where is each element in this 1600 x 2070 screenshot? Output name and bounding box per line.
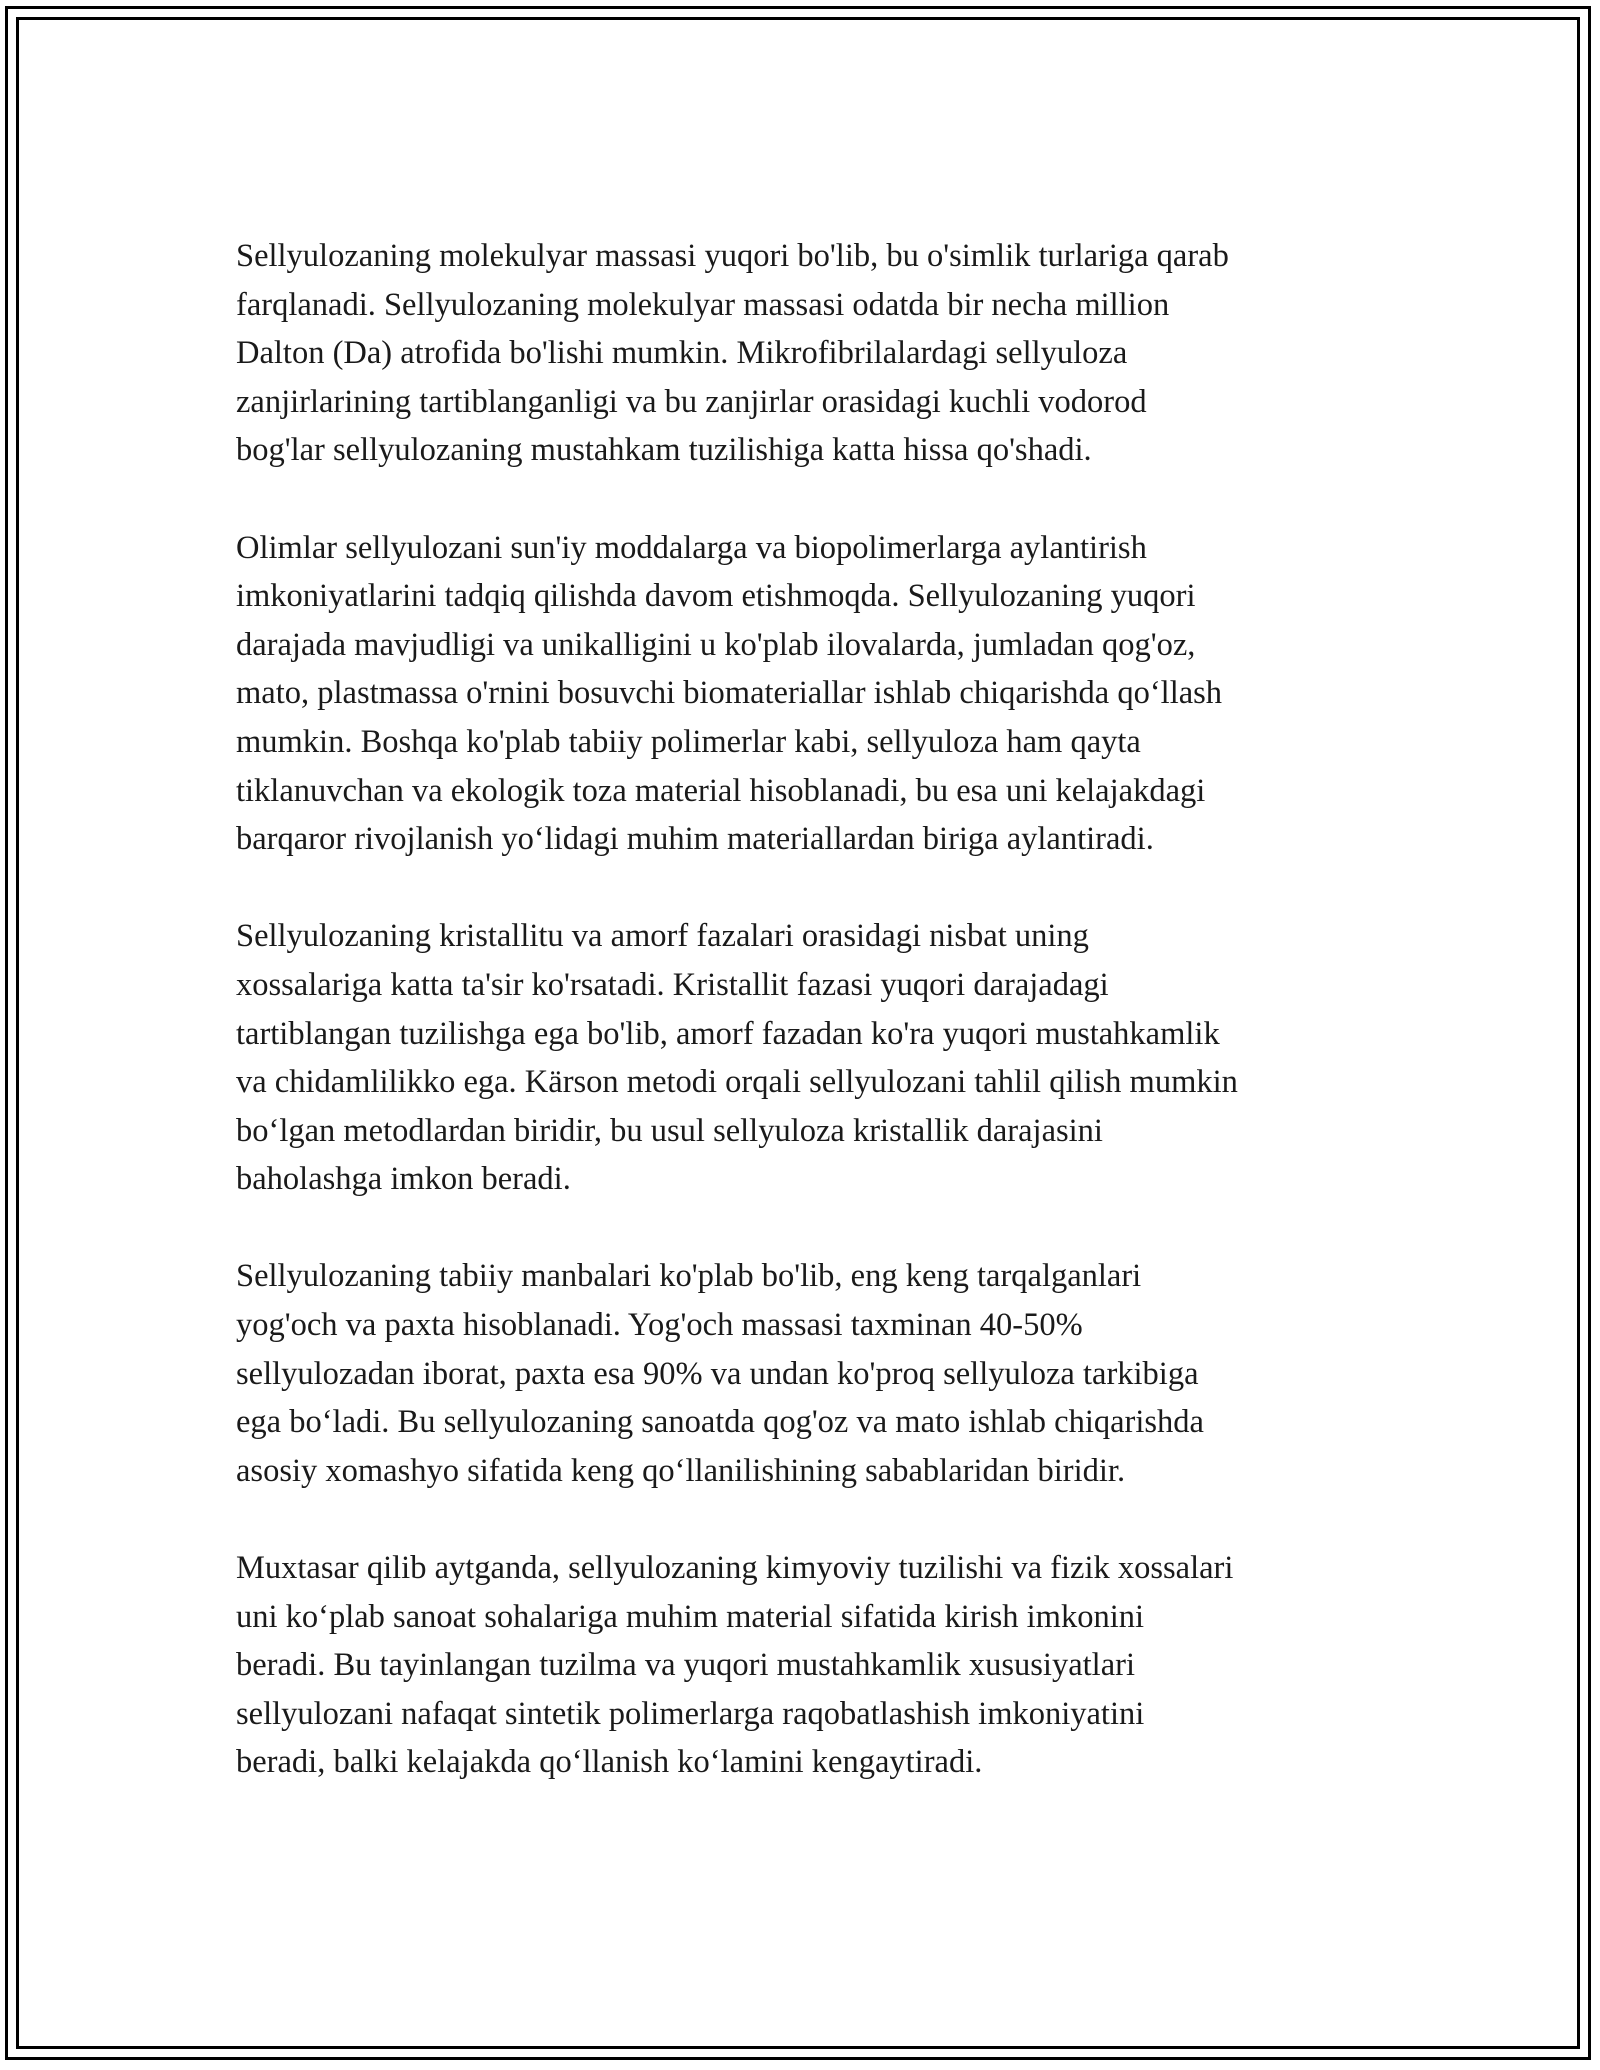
text-line: zanjirlarining tartiblanganligi va bu zanjirlar orasidagi kuchli vodorod [236,383,1147,420]
text-line: farqlanadi. Sellyulozaning molekulyar massasi odatda bir necha million [236,286,1170,323]
text-line: barqaror rivojlanish yo‘lidagi muhim materiallardan biriga aylantiradi. [236,821,1154,858]
text-line: beradi, balki kelajakda qo‘llanish ko‘lamini kengaytiradi. [236,1744,983,1781]
text-line: uni ko‘plab sanoat sohalariga muhim material sifatida kirish imkonini [236,1598,1145,1635]
paragraph-research [236,524,1396,864]
text-line: darajada mavjudligi va unikalligini u ko'plab ilovalarda, jumladan qog'oz, [236,626,1196,663]
text-line: Sellyulozaning molekulyar massasi yuqori bo'lib, bu o'simlik turlariga qarab [236,238,1229,274]
text-line: sellyulozadan iborat, paxta esa 90% va undan ko'proq sellyuloza tarkibiga [236,1355,1199,1392]
paragraph-summary [236,1544,1396,1787]
text-line: xossalariga katta ta'sir ko'rsatadi. Kristallit fazasi yuqori darajadagi [236,966,1109,1003]
text-line: mumkin. Boshqa ko'plab tabiiy polimerlar kabi, sellyuloza ham qayta [236,723,1141,760]
text-line: Olimlar sellyulozani sun'iy moddalarga va biopolimerlarga aylantirish [236,529,1147,566]
text-line: bog'lar sellyulozaning mustahkam tuzilishiga katta hissa qo'shadi. [236,432,1092,469]
text-line: tartiblangan tuzilishga ega bo'lib, amorf fazadan ko'ra yuqori mustahkamlik [236,1015,1220,1052]
text-line: sellyulozani nafaqat sintetik polimerlarga raqobatlashish imkoniyatini [236,1695,1145,1732]
text-line: baholashga imkon beradi. [236,1161,571,1198]
text-line: asosiy xomashyo sifatida keng qo‘llanilishining sabablaridan biridir. [236,1452,1126,1489]
paragraph-molecular-mass [236,232,1396,475]
text-line: imkoniyatlarini tadqiq qilishda davom etishmoqda. Sellyulozaning yuqori [236,578,1196,615]
text-line: yog'och va paxta hisoblanadi. Yog'och massasi taxminan 40-50% [236,1307,1083,1344]
text-line: bo‘lgan metodlardan biridir, bu usul sellyuloza kristallik darajasini [236,1112,1103,1149]
text-line: Sellyulozaning kristallitu va amorf fazalari orasidagi nisbat uning [236,918,1089,955]
text-line: Sellyulozaning tabiiy manbalari ko'plab bo'lib, eng keng tarqalganlari [236,1258,1142,1295]
text-line: beradi. Bu tayinlangan tuzilma va yuqori mustahkamlik xususiyatlari [236,1647,1135,1684]
paragraph-natural-sources [236,1252,1396,1495]
text-line: tiklanuvchan va ekologik toza material hisoblanadi, bu esa uni kelajakdagi [236,772,1206,809]
paragraph-crystalline-phases [236,912,1396,1204]
text-line: mato, plastmassa o'rnini bosuvchi biomateriallar ishlab chiqarishda qo‘llash [236,675,1223,712]
document-body [236,232,1396,1836]
text-line: va chidamlilikko ega. Kärson metodi orqali sellyulozani tahlil qilish mumkin [236,1064,1238,1101]
text-line: Muxtasar qilib aytganda, sellyulozaning kimyoviy tuzilishi va fizik xossalari [236,1550,1234,1587]
text-line: ega bo‘ladi. Bu sellyulozaning sanoatda qog'oz va mato ishlab chiqarishda [236,1404,1204,1441]
text-line: Dalton (Da) atrofida bo'lishi mumkin. Mikrofibrilalardagi sellyuloza [236,335,1128,372]
